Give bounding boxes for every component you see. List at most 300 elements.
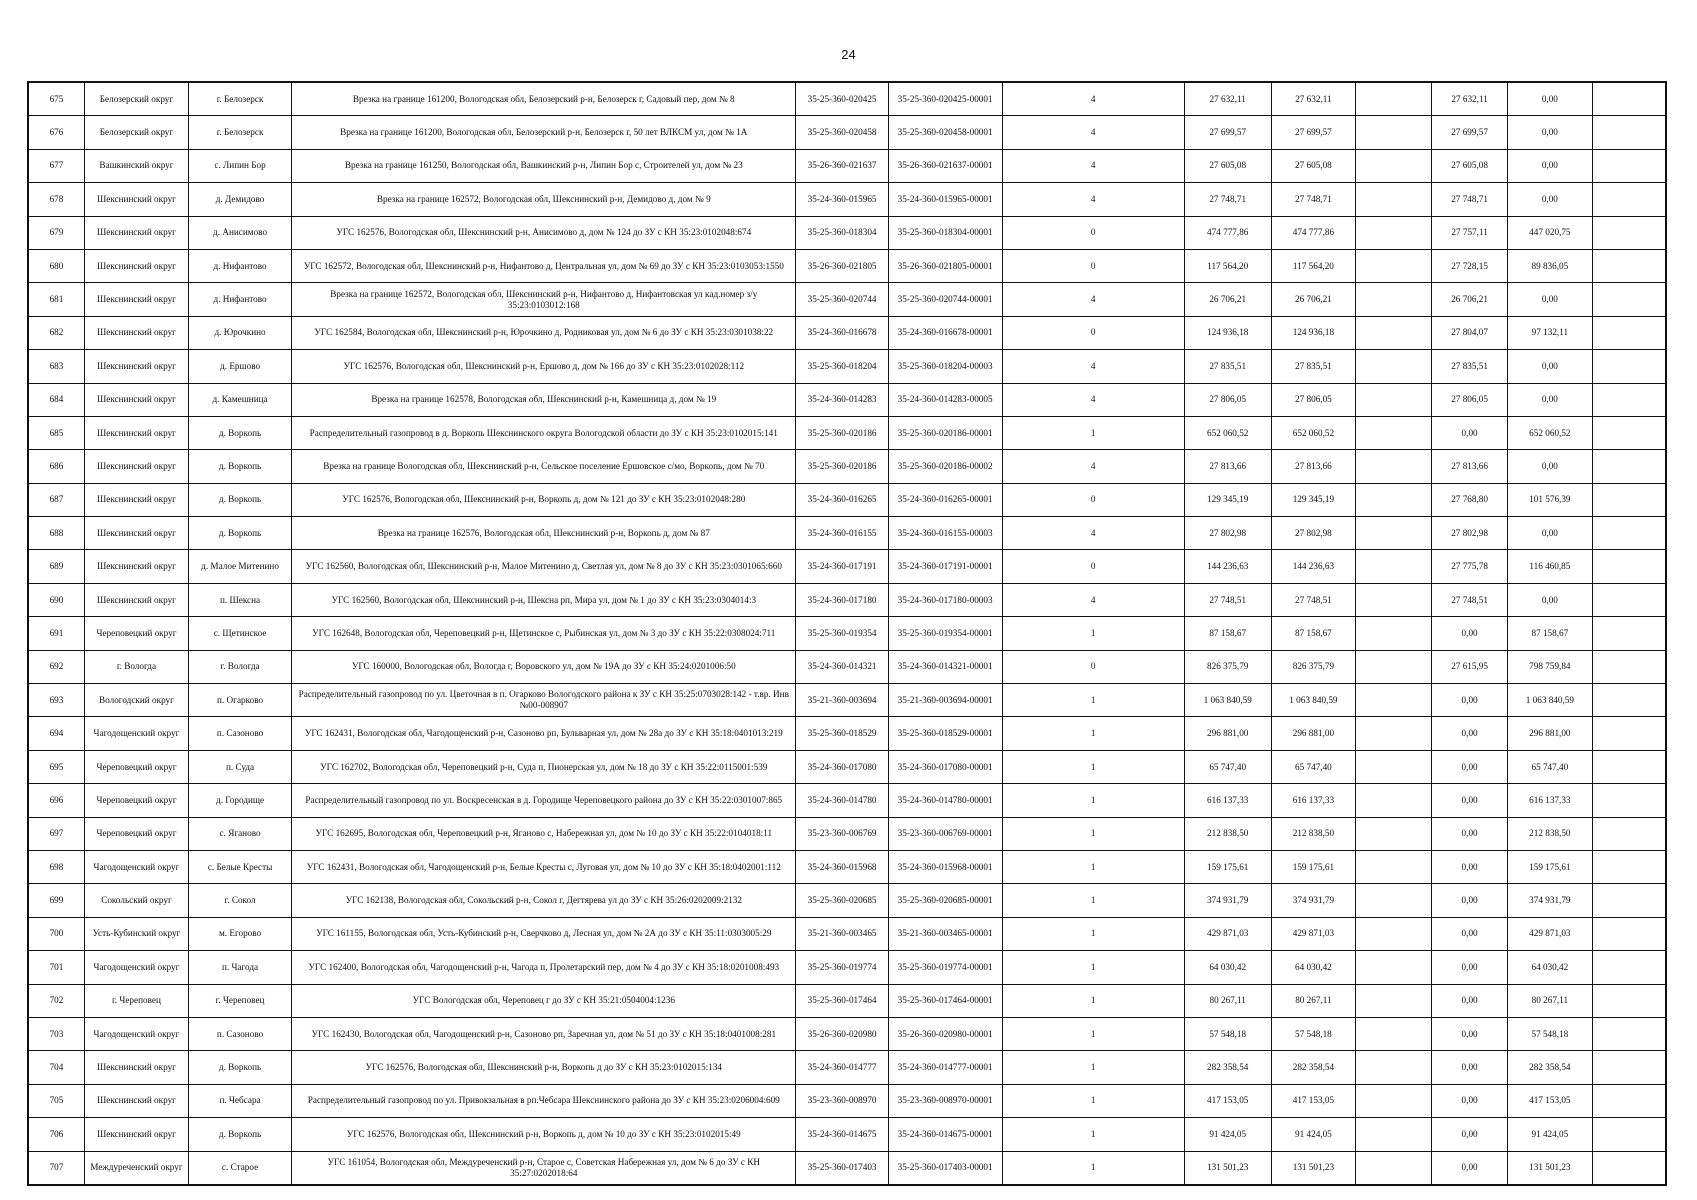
second-part-cell: 131 501,23 <box>1508 1151 1593 1185</box>
object-cell: УГС 162576, Вологодская обл, Шекснинский р-н, Воркопь д до ЗУ с КН 35:23:0102015:134 <box>292 1051 796 1084</box>
table-row <box>28 1017 1666 1050</box>
empty-cell <box>1356 1151 1432 1185</box>
first-part-cell: 27 802,98 <box>1432 517 1508 550</box>
district-cell: Шекснинский округ <box>84 450 188 483</box>
first-part-cell: 0,00 <box>1432 684 1508 717</box>
category-cell: 1 <box>1002 850 1184 883</box>
category-cell: 0 <box>1002 550 1184 583</box>
category-cell: 1 <box>1002 784 1184 817</box>
table-row <box>28 684 1666 717</box>
object-cell: УГС 162430, Вологодская обл, Чагодощенский р-н, Сазоново рп, Заречная ул, дом № 51 до ЗУ с КН 35:18:0401008:281 <box>292 1017 796 1050</box>
extra-cell <box>1592 1084 1666 1117</box>
table-row <box>28 717 1666 750</box>
first-part-cell: 0,00 <box>1432 1051 1508 1084</box>
object-id-cell: 35-25-360-020186 <box>796 416 888 449</box>
row-number: 689 <box>28 550 84 583</box>
settlement-cell: п. Шексна <box>189 583 292 616</box>
second-part-cell: 0,00 <box>1508 116 1593 149</box>
category-cell: 0 <box>1002 249 1184 282</box>
total-cost-cell: 474 777,86 <box>1184 216 1271 249</box>
cost-cell: 429 871,03 <box>1271 917 1356 950</box>
object-cell: Врезка на границе 162578, Вологодская обл, Шекснинский р-н, Камешница д, дом № 19 <box>292 383 796 416</box>
category-cell: 0 <box>1002 483 1184 516</box>
second-part-cell: 1 063 840,59 <box>1508 684 1593 717</box>
second-part-cell: 798 759,84 <box>1508 650 1593 683</box>
table-row <box>28 183 1666 216</box>
extra-cell <box>1592 183 1666 216</box>
connection-id-cell: 35-21-360-003694-00001 <box>888 684 1002 717</box>
table-row <box>28 1151 1666 1185</box>
row-number: 678 <box>28 183 84 216</box>
total-cost-cell: 417 153,05 <box>1184 1084 1271 1117</box>
settlement-cell: д. Камешница <box>189 383 292 416</box>
first-part-cell: 27 605,08 <box>1432 149 1508 182</box>
category-cell: 1 <box>1002 817 1184 850</box>
district-cell: Сокольский округ <box>84 884 188 917</box>
second-part-cell: 0,00 <box>1508 517 1593 550</box>
empty-cell <box>1356 583 1432 616</box>
total-cost-cell: 374 931,79 <box>1184 884 1271 917</box>
connection-id-cell: 35-24-360-014777-00001 <box>888 1051 1002 1084</box>
cost-cell: 159 175,61 <box>1271 850 1356 883</box>
extra-cell <box>1592 517 1666 550</box>
extra-cell <box>1592 1051 1666 1084</box>
connection-id-cell: 35-24-360-014321-00001 <box>888 650 1002 683</box>
table-row <box>28 283 1666 316</box>
connection-id-cell: 35-25-360-019354-00001 <box>888 617 1002 650</box>
cost-cell: 26 706,21 <box>1271 283 1356 316</box>
total-cost-cell: 131 501,23 <box>1184 1151 1271 1185</box>
category-cell: 1 <box>1002 951 1184 984</box>
category-cell: 1 <box>1002 1051 1184 1084</box>
second-part-cell: 159 175,61 <box>1508 850 1593 883</box>
empty-cell <box>1356 116 1432 149</box>
row-number: 696 <box>28 784 84 817</box>
district-cell: Чагодощенский округ <box>84 1017 188 1050</box>
object-id-cell: 35-25-360-019774 <box>796 951 888 984</box>
object-id-cell: 35-23-360-006769 <box>796 817 888 850</box>
cost-cell: 616 137,33 <box>1271 784 1356 817</box>
object-cell: УГС 162576, Вологодская обл, Шекснинский р-н, Анисимово д, дом № 124 до ЗУ с КН 35:23:0102048:674 <box>292 216 796 249</box>
total-cost-cell: 129 345,19 <box>1184 483 1271 516</box>
extra-cell <box>1592 583 1666 616</box>
district-cell: Шекснинский округ <box>84 1118 188 1151</box>
category-cell: 1 <box>1002 617 1184 650</box>
object-cell: УГС 162560, Вологодская обл, Шекснинский р-н, Малое Митенино д, Светлая ул, дом № 8 до ЗУ с КН 35:23:0301065:660 <box>292 550 796 583</box>
cost-cell: 80 267,11 <box>1271 984 1356 1017</box>
cost-cell: 27 748,71 <box>1271 183 1356 216</box>
first-part-cell: 27 775,78 <box>1432 550 1508 583</box>
object-id-cell: 35-25-360-017403 <box>796 1151 888 1185</box>
table-row <box>28 82 1666 116</box>
settlement-cell: п. Чагода <box>189 951 292 984</box>
first-part-cell: 0,00 <box>1432 617 1508 650</box>
object-id-cell: 35-25-360-017464 <box>796 984 888 1017</box>
connection-id-cell: 35-24-360-016155-00003 <box>888 517 1002 550</box>
table-row <box>28 917 1666 950</box>
first-part-cell: 27 615,95 <box>1432 650 1508 683</box>
district-cell: Чагодощенский округ <box>84 951 188 984</box>
first-part-cell: 0,00 <box>1432 817 1508 850</box>
connection-id-cell: 35-25-360-020186-00001 <box>888 416 1002 449</box>
category-cell: 1 <box>1002 416 1184 449</box>
table-row <box>28 650 1666 683</box>
settlement-cell: с. Щетинское <box>189 617 292 650</box>
first-part-cell: 0,00 <box>1432 850 1508 883</box>
row-number: 677 <box>28 149 84 182</box>
connection-id-cell: 35-25-360-017464-00001 <box>888 984 1002 1017</box>
second-part-cell: 0,00 <box>1508 583 1593 616</box>
row-number: 706 <box>28 1118 84 1151</box>
connection-id-cell: 35-25-360-019774-00001 <box>888 951 1002 984</box>
connection-id-cell: 35-25-360-020744-00001 <box>888 283 1002 316</box>
second-part-cell: 91 424,05 <box>1508 1118 1593 1151</box>
extra-cell <box>1592 684 1666 717</box>
object-id-cell: 35-24-360-015965 <box>796 183 888 216</box>
object-id-cell: 35-21-360-003465 <box>796 917 888 950</box>
object-id-cell: 35-21-360-003694 <box>796 684 888 717</box>
second-part-cell: 652 060,52 <box>1508 416 1593 449</box>
settlement-cell: д. Демидово <box>189 183 292 216</box>
object-id-cell: 35-24-360-016265 <box>796 483 888 516</box>
empty-cell <box>1356 483 1432 516</box>
first-part-cell: 26 706,21 <box>1432 283 1508 316</box>
extra-cell <box>1592 1017 1666 1050</box>
second-part-cell: 87 158,67 <box>1508 617 1593 650</box>
object-id-cell: 35-25-360-018204 <box>796 350 888 383</box>
cost-cell: 1 063 840,59 <box>1271 684 1356 717</box>
table-row <box>28 1084 1666 1117</box>
extra-cell <box>1592 483 1666 516</box>
cost-cell: 27 605,08 <box>1271 149 1356 182</box>
category-cell: 4 <box>1002 383 1184 416</box>
second-part-cell: 212 838,50 <box>1508 817 1593 850</box>
extra-cell <box>1592 717 1666 750</box>
connection-id-cell: 35-23-360-006769-00001 <box>888 817 1002 850</box>
total-cost-cell: 616 137,33 <box>1184 784 1271 817</box>
district-cell: Череповецкий округ <box>84 617 188 650</box>
settlement-cell: с. Старое <box>189 1151 292 1185</box>
first-part-cell: 27 728,15 <box>1432 249 1508 282</box>
total-cost-cell: 87 158,67 <box>1184 617 1271 650</box>
connection-id-cell: 35-24-360-016265-00001 <box>888 483 1002 516</box>
extra-cell <box>1592 383 1666 416</box>
settlement-cell: с. Белые Кресты <box>189 850 292 883</box>
first-part-cell: 0,00 <box>1432 717 1508 750</box>
total-cost-cell: 91 424,05 <box>1184 1118 1271 1151</box>
first-part-cell: 27 632,11 <box>1432 82 1508 116</box>
connection-id-cell: 35-25-360-018304-00001 <box>888 216 1002 249</box>
object-cell: Распределительный газопровод по ул. Воскресенская в д. Городище Череповецкого района до ЗУ с КН 35:22:0301007:865 <box>292 784 796 817</box>
district-cell: Шекснинский округ <box>84 483 188 516</box>
object-id-cell: 35-25-360-019354 <box>796 617 888 650</box>
connection-id-cell: 35-25-360-020685-00001 <box>888 884 1002 917</box>
object-cell: Врезка на границе Вологодская обл, Шекснинский р-н, Сельское поселение Ершовское с/мо, Воркопь, дом № 70 <box>292 450 796 483</box>
cost-cell: 124 936,18 <box>1271 316 1356 349</box>
second-part-cell: 0,00 <box>1508 82 1593 116</box>
total-cost-cell: 27 813,66 <box>1184 450 1271 483</box>
total-cost-cell: 27 748,71 <box>1184 183 1271 216</box>
second-part-cell: 101 576,39 <box>1508 483 1593 516</box>
cost-cell: 91 424,05 <box>1271 1118 1356 1151</box>
second-part-cell: 57 548,18 <box>1508 1017 1593 1050</box>
extra-cell <box>1592 1151 1666 1185</box>
table-row <box>28 383 1666 416</box>
first-part-cell: 27 835,51 <box>1432 350 1508 383</box>
connection-id-cell: 35-25-360-017403-00001 <box>888 1151 1002 1185</box>
object-cell: УГС 162400, Вологодская обл, Чагодощенский р-н, Чагода п, Пролетарский пер, дом № 4 до ЗУ с КН 35:18:0201008:493 <box>292 951 796 984</box>
category-cell: 0 <box>1002 650 1184 683</box>
table-row <box>28 116 1666 149</box>
total-cost-cell: 124 936,18 <box>1184 316 1271 349</box>
empty-cell <box>1356 884 1432 917</box>
extra-cell <box>1592 850 1666 883</box>
extra-cell <box>1592 450 1666 483</box>
settlement-cell: п. Чебсара <box>189 1084 292 1117</box>
table-row <box>28 216 1666 249</box>
cost-cell: 131 501,23 <box>1271 1151 1356 1185</box>
empty-cell <box>1356 183 1432 216</box>
connection-id-cell: 35-25-360-018529-00001 <box>888 717 1002 750</box>
cost-cell: 87 158,67 <box>1271 617 1356 650</box>
category-cell: 1 <box>1002 1017 1184 1050</box>
cost-cell: 27 813,66 <box>1271 450 1356 483</box>
object-cell: УГС 162431, Вологодская обл, Чагодощенский р-н, Сазоново рп, Бульварная ул, дом № 28а до ЗУ с КН 35:18:0401013:219 <box>292 717 796 750</box>
settlement-cell: м. Егорово <box>189 917 292 950</box>
object-id-cell: 35-24-360-014777 <box>796 1051 888 1084</box>
table-row <box>28 416 1666 449</box>
table-row <box>28 1051 1666 1084</box>
total-cost-cell: 27 802,98 <box>1184 517 1271 550</box>
extra-cell <box>1592 116 1666 149</box>
connection-id-cell: 35-24-360-017180-00003 <box>888 583 1002 616</box>
category-cell: 4 <box>1002 183 1184 216</box>
first-part-cell: 27 748,71 <box>1432 183 1508 216</box>
extra-cell <box>1592 249 1666 282</box>
object-id-cell: 35-24-360-014283 <box>796 383 888 416</box>
total-cost-cell: 282 358,54 <box>1184 1051 1271 1084</box>
cost-cell: 27 806,05 <box>1271 383 1356 416</box>
cost-cell: 826 375,79 <box>1271 650 1356 683</box>
first-part-cell: 0,00 <box>1432 951 1508 984</box>
row-number: 697 <box>28 817 84 850</box>
extra-cell <box>1592 82 1666 116</box>
connection-id-cell: 35-24-360-015968-00001 <box>888 850 1002 883</box>
category-cell: 1 <box>1002 917 1184 950</box>
settlement-cell: д. Анисимово <box>189 216 292 249</box>
second-part-cell: 374 931,79 <box>1508 884 1593 917</box>
empty-cell <box>1356 684 1432 717</box>
row-number: 680 <box>28 249 84 282</box>
object-cell: УГС 162138, Вологодская обл, Сокольский р-н, Сокол г, Дегтярева ул до ЗУ с КН 35:26:0202009:2132 <box>292 884 796 917</box>
district-cell: Усть-Кубинский округ <box>84 917 188 950</box>
connection-id-cell: 35-24-360-014780-00001 <box>888 784 1002 817</box>
row-number: 702 <box>28 984 84 1017</box>
total-cost-cell: 1 063 840,59 <box>1184 684 1271 717</box>
empty-cell <box>1356 249 1432 282</box>
category-cell: 4 <box>1002 116 1184 149</box>
object-cell: Распределительный газопровод в д. Воркопь Шекснинского округа Вологодской области до ЗУ с КН 35:23:0102015:141 <box>292 416 796 449</box>
second-part-cell: 417 153,05 <box>1508 1084 1593 1117</box>
district-cell: Шекснинский округ <box>84 1051 188 1084</box>
district-cell: Чагодощенский округ <box>84 717 188 750</box>
table-row <box>28 817 1666 850</box>
row-number: 699 <box>28 884 84 917</box>
object-cell: Врезка на границе 161250, Вологодская обл, Вашкинский р-н, Липин Бор с, Строителей ул, дом № 23 <box>292 149 796 182</box>
empty-cell <box>1356 383 1432 416</box>
settlement-cell: д. Нифантово <box>189 249 292 282</box>
empty-cell <box>1356 984 1432 1017</box>
object-id-cell: 35-24-360-017191 <box>796 550 888 583</box>
cost-cell: 117 564,20 <box>1271 249 1356 282</box>
total-cost-cell: 27 748,51 <box>1184 583 1271 616</box>
empty-cell <box>1356 951 1432 984</box>
empty-cell <box>1356 1118 1432 1151</box>
category-cell: 0 <box>1002 316 1184 349</box>
table-row <box>28 583 1666 616</box>
table-row <box>28 550 1666 583</box>
object-cell: УГС 162572, Вологодская обл, Шекснинский р-н, Нифантово д, Центральная ул, дом № 69 до ЗУ с КН 35:23:0103053:1550 <box>292 249 796 282</box>
district-cell: Междуреченский округ <box>84 1151 188 1185</box>
second-part-cell: 616 137,33 <box>1508 784 1593 817</box>
first-part-cell: 27 757,11 <box>1432 216 1508 249</box>
table-row <box>28 1118 1666 1151</box>
total-cost-cell: 80 267,11 <box>1184 984 1271 1017</box>
object-id-cell: 35-25-360-020685 <box>796 884 888 917</box>
page-number: 24 <box>841 47 856 62</box>
total-cost-cell: 27 605,08 <box>1184 149 1271 182</box>
extra-cell <box>1592 1118 1666 1151</box>
object-id-cell: 35-26-360-021637 <box>796 149 888 182</box>
settlement-cell: с. Липин Бор <box>189 149 292 182</box>
object-id-cell: 35-24-360-016155 <box>796 517 888 550</box>
district-cell: г. Череповец <box>84 984 188 1017</box>
first-part-cell: 27 748,51 <box>1432 583 1508 616</box>
empty-cell <box>1356 750 1432 783</box>
table-row <box>28 316 1666 349</box>
object-cell: Распределительный газопровод по ул. Привокзальная в рп.Чебсара Шекснинского района до ЗУ с КН 35:23:0206004:609 <box>292 1084 796 1117</box>
row-number: 683 <box>28 350 84 383</box>
table-row <box>28 750 1666 783</box>
object-cell: УГС 162695, Вологодская обл, Череповецкий р-н, Яганово с, Набережная ул, дом № 10 до ЗУ с КН 35:22:0104018:11 <box>292 817 796 850</box>
category-cell: 1 <box>1002 1084 1184 1117</box>
district-cell: г. Вологда <box>84 650 188 683</box>
category-cell: 4 <box>1002 350 1184 383</box>
row-number: 687 <box>28 483 84 516</box>
extra-cell <box>1592 884 1666 917</box>
settlement-cell: г. Белозерск <box>189 82 292 116</box>
cost-cell: 212 838,50 <box>1271 817 1356 850</box>
object-cell: Врезка на границе 161200, Вологодская обл, Белозерский р-н, Белозерск г, Садовый пер, дом № 8 <box>292 82 796 116</box>
district-cell: Шекснинский округ <box>84 550 188 583</box>
second-part-cell: 0,00 <box>1508 183 1593 216</box>
total-cost-cell: 65 747,40 <box>1184 750 1271 783</box>
empty-cell <box>1356 1084 1432 1117</box>
settlement-cell: п. Огарково <box>189 684 292 717</box>
district-cell: Белозерский округ <box>84 116 188 149</box>
row-number: 686 <box>28 450 84 483</box>
row-number: 705 <box>28 1084 84 1117</box>
table-row <box>28 483 1666 516</box>
category-cell: 1 <box>1002 984 1184 1017</box>
second-part-cell: 80 267,11 <box>1508 984 1593 1017</box>
second-part-cell: 0,00 <box>1508 450 1593 483</box>
first-part-cell: 0,00 <box>1432 750 1508 783</box>
connection-id-cell: 35-25-360-018204-00003 <box>888 350 1002 383</box>
settlement-cell: д. Юрочкино <box>189 316 292 349</box>
settlement-cell: д. Воркопь <box>189 1118 292 1151</box>
empty-cell <box>1356 517 1432 550</box>
settlement-cell: г. Сокол <box>189 884 292 917</box>
category-cell: 4 <box>1002 517 1184 550</box>
empty-cell <box>1356 216 1432 249</box>
total-cost-cell: 57 548,18 <box>1184 1017 1271 1050</box>
district-cell: Чагодощенский округ <box>84 850 188 883</box>
row-number: 691 <box>28 617 84 650</box>
first-part-cell: 0,00 <box>1432 1084 1508 1117</box>
row-number: 679 <box>28 216 84 249</box>
row-number: 701 <box>28 951 84 984</box>
empty-cell <box>1356 149 1432 182</box>
total-cost-cell: 429 871,03 <box>1184 917 1271 950</box>
first-part-cell: 27 699,57 <box>1432 116 1508 149</box>
row-number: 695 <box>28 750 84 783</box>
connection-id-cell: 35-26-360-021805-00001 <box>888 249 1002 282</box>
cost-cell: 129 345,19 <box>1271 483 1356 516</box>
object-cell: Врезка на границе 162572, Вологодская обл, Шекснинский р-н, Демидово д, дом № 9 <box>292 183 796 216</box>
connection-id-cell: 35-23-360-008970-00001 <box>888 1084 1002 1117</box>
second-part-cell: 116 460,85 <box>1508 550 1593 583</box>
district-cell: Белозерский округ <box>84 82 188 116</box>
settlement-cell: г. Вологда <box>189 650 292 683</box>
second-part-cell: 0,00 <box>1508 350 1593 383</box>
category-cell: 1 <box>1002 884 1184 917</box>
object-id-cell: 35-25-360-018529 <box>796 717 888 750</box>
object-cell: УГС 161054, Вологодская обл, Междуреченский р-н, Старое с, Советская Набережная ул, дом № 6 до ЗУ с КН 35:27:0202018:64 <box>292 1151 796 1185</box>
object-id-cell: 35-25-360-020425 <box>796 82 888 116</box>
total-cost-cell: 64 030,42 <box>1184 951 1271 984</box>
object-id-cell: 35-25-360-020186 <box>796 450 888 483</box>
table-row <box>28 249 1666 282</box>
category-cell: 1 <box>1002 750 1184 783</box>
total-cost-cell: 27 806,05 <box>1184 383 1271 416</box>
category-cell: 1 <box>1002 717 1184 750</box>
object-cell: УГС 162576, Вологодская обл, Шекснинский р-н, Воркопь д, дом № 121 до ЗУ с КН 35:23:0102048:280 <box>292 483 796 516</box>
category-cell: 4 <box>1002 283 1184 316</box>
category-cell: 4 <box>1002 149 1184 182</box>
second-part-cell: 97 132,11 <box>1508 316 1593 349</box>
table-row <box>28 884 1666 917</box>
second-part-cell: 0,00 <box>1508 283 1593 316</box>
total-cost-cell: 652 060,52 <box>1184 416 1271 449</box>
table-row <box>28 951 1666 984</box>
total-cost-cell: 27 835,51 <box>1184 350 1271 383</box>
connection-id-cell: 35-25-360-020425-00001 <box>888 82 1002 116</box>
first-part-cell: 0,00 <box>1432 416 1508 449</box>
cost-cell: 144 236,63 <box>1271 550 1356 583</box>
empty-cell <box>1356 784 1432 817</box>
row-number: 676 <box>28 116 84 149</box>
object-id-cell: 35-25-360-018304 <box>796 216 888 249</box>
total-cost-cell: 27 699,57 <box>1184 116 1271 149</box>
object-id-cell: 35-24-360-016678 <box>796 316 888 349</box>
table-row <box>28 517 1666 550</box>
settlement-cell: г. Череповец <box>189 984 292 1017</box>
object-cell: УГС 162431, Вологодская обл, Чагодощенский р-н, Белые Кресты с, Луговая ул, дом № 10 до ЗУ с КН 35:18:0402001:112 <box>292 850 796 883</box>
second-part-cell: 89 836,05 <box>1508 249 1593 282</box>
object-id-cell: 35-24-360-017080 <box>796 750 888 783</box>
extra-cell <box>1592 617 1666 650</box>
